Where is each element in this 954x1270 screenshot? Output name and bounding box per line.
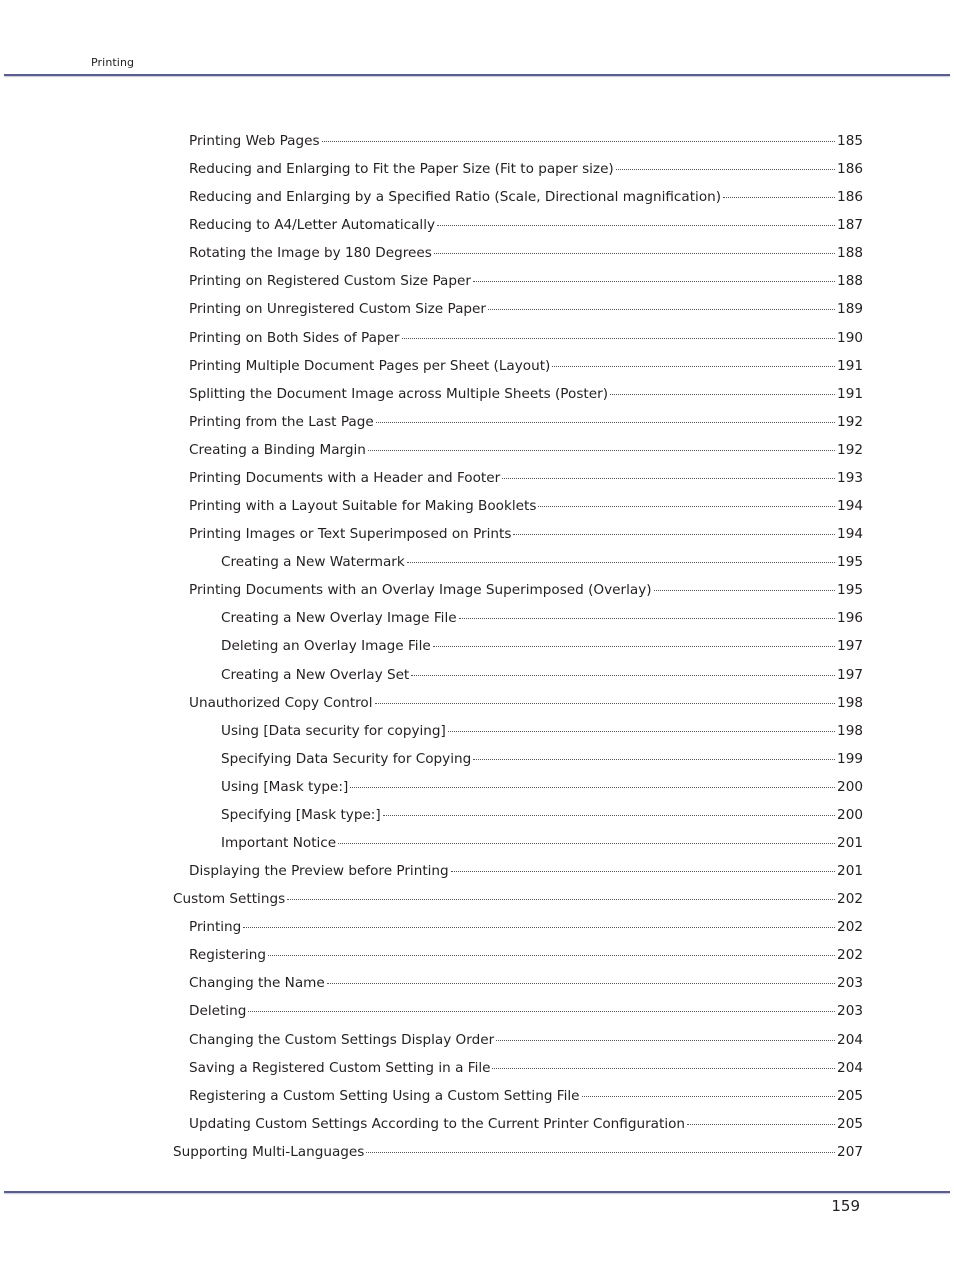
toc-entry-title: Reducing and Enlarging by a Specified Ratio (Scale, Directional magnification): [189, 189, 722, 206]
toc-entry[interactable]: [221, 604, 863, 632]
toc-entry-page: 197: [837, 666, 863, 683]
toc-entry-title: Updating Custom Settings According to the Current Printer Configuration: [189, 1115, 686, 1132]
toc-entry-title: Reducing and Enlarging to Fit the Paper Size (Fit to paper size): [189, 161, 614, 178]
dot-leader: [287, 899, 835, 900]
toc-entry-page: 197: [837, 638, 863, 655]
dot-leader: [582, 1096, 836, 1097]
dot-leader: [366, 1152, 835, 1153]
header-rule: [4, 74, 950, 76]
toc-entry-title: Unauthorized Copy Control: [189, 694, 373, 711]
toc-entry-page: 204: [837, 1059, 863, 1076]
toc-entry-page: 191: [837, 357, 863, 374]
dot-leader: [248, 1011, 835, 1012]
toc-entry[interactable]: [189, 1054, 863, 1082]
dot-leader: [654, 590, 835, 591]
toc-entry-title: Printing: [189, 919, 242, 936]
toc-entry-title: Creating a New Watermark: [221, 554, 405, 571]
toc-entry[interactable]: [189, 155, 863, 183]
toc-entry[interactable]: [189, 913, 863, 941]
toc-entry-page: 200: [837, 806, 863, 823]
running-header: Printing: [91, 56, 135, 69]
toc-entry[interactable]: [221, 548, 863, 576]
dot-leader: [350, 787, 835, 788]
toc-entry-page: 198: [837, 694, 863, 711]
toc-entry-title: Printing Multiple Document Pages per Sheet (Layout): [189, 357, 551, 374]
dot-leader: [407, 562, 835, 563]
toc-entry[interactable]: [189, 857, 863, 885]
toc-entry[interactable]: [221, 773, 863, 801]
dot-leader: [488, 309, 835, 310]
toc-entry-page: 205: [837, 1115, 863, 1132]
footer-rule: [4, 1191, 950, 1193]
dot-leader: [376, 422, 835, 423]
dot-leader: [473, 759, 835, 760]
toc-entry[interactable]: [221, 829, 863, 857]
dot-leader: [459, 618, 835, 619]
toc-entry-title: Printing with a Layout Suitable for Making Booklets: [189, 498, 537, 515]
dot-leader: [327, 983, 835, 984]
toc-entry-page: 201: [837, 863, 863, 880]
toc-entry[interactable]: [189, 492, 863, 520]
toc-entry[interactable]: [189, 239, 863, 267]
dot-leader: [492, 1068, 835, 1069]
toc-entry-page: 188: [837, 273, 863, 290]
toc-entry[interactable]: [189, 352, 863, 380]
toc-entry-title: Creating a New Overlay Set: [221, 666, 410, 683]
dot-leader: [338, 843, 835, 844]
toc-entry[interactable]: [189, 380, 863, 408]
dot-leader: [383, 815, 835, 816]
toc-entry-page: 199: [837, 750, 863, 767]
toc-entry-title: Important Notice: [221, 835, 337, 851]
toc-entry[interactable]: [189, 464, 863, 492]
dot-leader: [437, 225, 835, 226]
toc-entry[interactable]: [189, 295, 863, 323]
toc-entry-title: Registering a Custom Setting Using a Custom Setting File: [189, 1087, 580, 1104]
toc-entry-title: Printing on Registered Custom Size Paper: [189, 273, 471, 290]
toc-entry-page: 188: [837, 245, 863, 262]
dot-leader: [513, 534, 835, 535]
toc-entry-title: Printing Documents with a Header and Footer: [189, 469, 501, 486]
dot-leader: [552, 366, 835, 367]
toc-entry-page: 192: [837, 413, 863, 430]
toc-entry[interactable]: [221, 801, 863, 829]
toc-entry-title: Creating a New Overlay Image File: [221, 610, 457, 627]
toc-entry-page: 203: [837, 1003, 863, 1020]
toc-entry-page: 202: [837, 919, 863, 936]
toc-entry[interactable]: [189, 941, 863, 969]
page-number: 159: [831, 1197, 860, 1215]
toc-entry-page: 194: [837, 526, 863, 543]
toc-entry-page: 207: [837, 1143, 863, 1160]
toc-entry-page: 205: [837, 1087, 863, 1104]
toc-entry[interactable]: [173, 885, 863, 913]
toc-entry[interactable]: [189, 267, 863, 295]
toc-entry-title: Rotating the Image by 180 Degrees: [189, 245, 432, 262]
toc-entry[interactable]: [189, 520, 863, 548]
toc-entry[interactable]: [189, 969, 863, 997]
toc-entry-page: 202: [837, 891, 863, 908]
toc-entry-title: Printing Images or Text Superimposed on Prints: [189, 526, 512, 543]
toc-entry-title: Custom Settings: [173, 891, 286, 908]
toc-entry-title: Using [Mask type:]: [221, 778, 349, 795]
toc-entry-title: Using [Data security for copying]: [221, 722, 446, 739]
toc-entry-page: 186: [837, 161, 863, 178]
toc-entry-title: Changing the Name: [189, 975, 325, 992]
toc-entry-page: 200: [837, 778, 863, 795]
dot-leader: [433, 646, 835, 647]
dot-leader: [616, 169, 835, 170]
toc-entry[interactable]: [189, 324, 863, 352]
toc-entry-page: 203: [837, 975, 863, 992]
toc-entry-title: Creating a Binding Margin: [189, 441, 366, 458]
toc-entry[interactable]: [189, 576, 863, 604]
toc-entry-page: 186: [837, 189, 863, 206]
dot-leader: [375, 703, 836, 704]
toc-entry-page: 201: [837, 835, 863, 851]
dot-leader: [368, 450, 835, 451]
toc-entry[interactable]: [189, 408, 863, 436]
toc-entry-page: 187: [837, 217, 863, 234]
toc-entry-title: Supporting Multi-Languages: [173, 1143, 365, 1160]
toc-entry[interactable]: [221, 745, 863, 773]
dot-leader: [448, 731, 835, 732]
toc-entry-title: Splitting the Document Image across Multiple Sheets (Poster): [189, 385, 609, 402]
dot-leader: [610, 394, 835, 395]
toc-entry-title: Printing Documents with an Overlay Image Superimposed (Overlay): [189, 582, 652, 599]
toc-entry-title: Registering: [189, 947, 266, 964]
toc-entry[interactable]: [189, 183, 863, 211]
toc-entry-title: Printing Web Pages: [189, 133, 320, 149]
toc-entry-page: 195: [837, 582, 863, 599]
toc-entry-title: Saving a Registered Custom Setting in a File: [189, 1059, 491, 1076]
toc-entry-page: 189: [837, 301, 863, 318]
toc-entry-title: Specifying Data Security for Copying: [221, 750, 472, 767]
toc-entry-page: 190: [837, 329, 863, 346]
toc-entry[interactable]: [189, 1026, 863, 1054]
dot-leader: [411, 675, 835, 676]
toc-entry[interactable]: [221, 661, 863, 689]
toc-entry[interactable]: [221, 717, 863, 745]
dot-leader: [451, 871, 835, 872]
toc-entry-title: Printing on Both Sides of Paper: [189, 329, 400, 346]
dot-leader: [687, 1124, 835, 1125]
toc-entry-page: 196: [837, 610, 863, 627]
toc-entry-page: 195: [837, 554, 863, 571]
toc-entry-page: 198: [837, 722, 863, 739]
dot-leader: [723, 197, 835, 198]
dot-leader: [496, 1040, 835, 1041]
toc-entry[interactable]: [173, 1138, 863, 1166]
toc-entry[interactable]: [189, 1082, 863, 1110]
toc-entry-title: Reducing to A4/Letter Automatically: [189, 217, 436, 234]
toc-entry-page: 192: [837, 441, 863, 458]
toc-entry[interactable]: [189, 436, 863, 464]
toc-entry-title: Changing the Custom Settings Display Order: [189, 1031, 495, 1048]
toc-entry-title: Specifying [Mask type:]: [221, 806, 381, 823]
toc-entry-title: Displaying the Preview before Printing: [189, 863, 449, 880]
toc-entry-page: 191: [837, 385, 863, 402]
dot-leader: [434, 253, 835, 254]
dot-leader: [402, 338, 836, 339]
toc-entry-page: 185: [837, 133, 863, 149]
toc-entry[interactable]: [189, 689, 863, 717]
toc-entry-title: Deleting an Overlay Image File: [221, 638, 431, 655]
toc-entry[interactable]: [189, 127, 863, 155]
dot-leader: [268, 955, 835, 956]
toc-entry[interactable]: [189, 211, 863, 239]
toc-entry[interactable]: [189, 1110, 863, 1138]
toc-entry-page: 204: [837, 1031, 863, 1048]
dot-leader: [538, 506, 835, 507]
dot-leader: [473, 281, 835, 282]
toc-entry-page: 193: [837, 469, 863, 486]
toc-entry[interactable]: [221, 632, 863, 660]
toc-entry-title: Deleting: [189, 1003, 247, 1020]
dot-leader: [502, 478, 835, 479]
toc-entry-page: 194: [837, 498, 863, 515]
dot-leader: [243, 927, 835, 928]
toc-entry-title: Printing on Unregistered Custom Size Paper: [189, 301, 486, 318]
dot-leader: [322, 141, 835, 142]
toc-entry-title: Printing from the Last Page: [189, 413, 374, 430]
toc-entry-page: 202: [837, 947, 863, 964]
toc-entry[interactable]: [189, 997, 863, 1025]
